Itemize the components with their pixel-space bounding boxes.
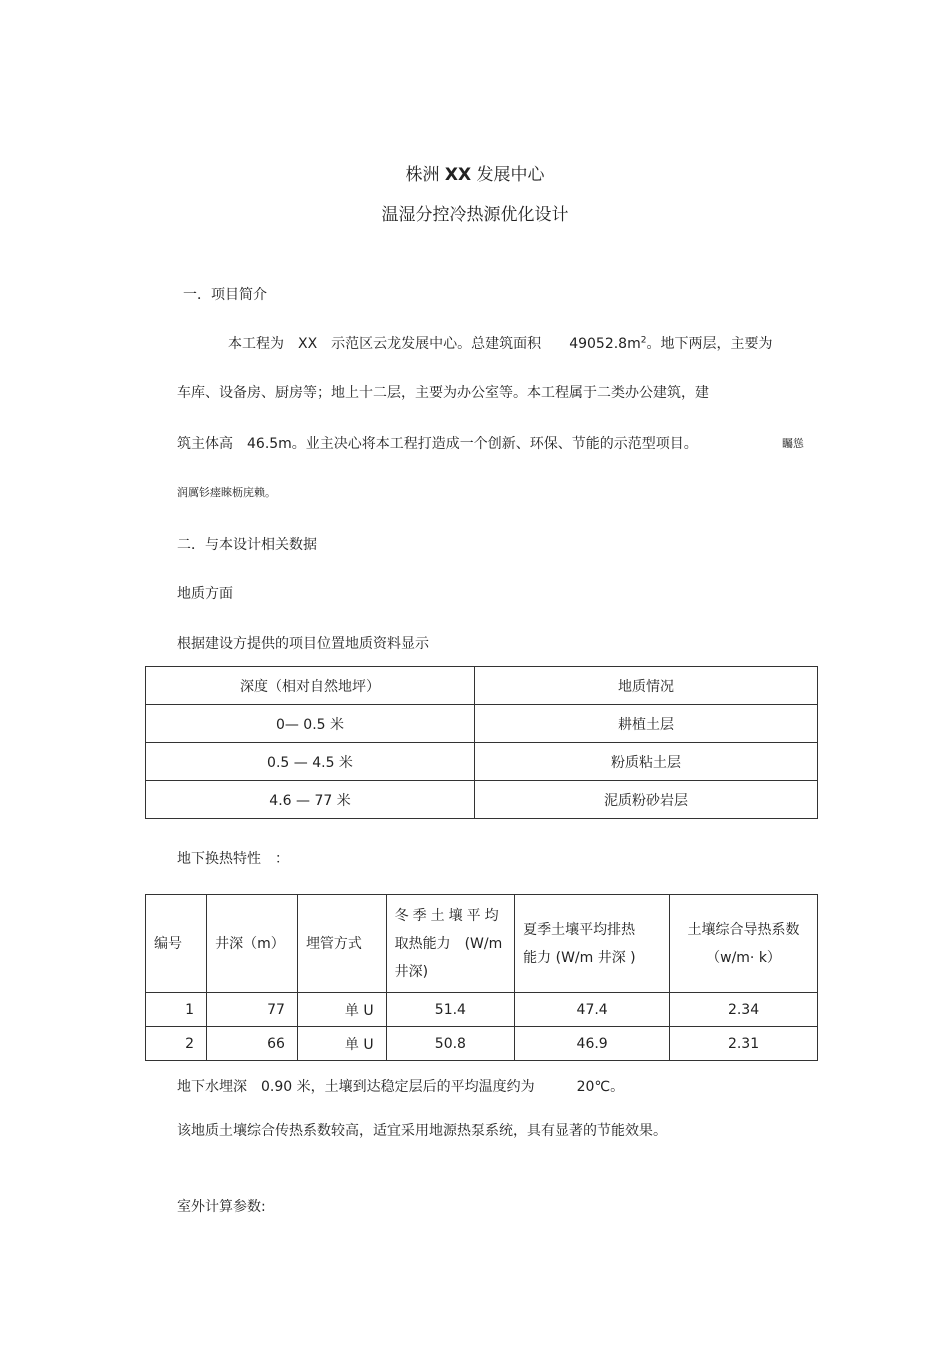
garbled-text-right: 矚慫	[782, 437, 804, 450]
table-cell: 粉质粘土层	[475, 743, 818, 781]
table-header-cell	[515, 895, 670, 993]
title-suffix: 发展中心	[476, 165, 545, 185]
table-cell: 泥质粉砂岩层	[475, 781, 818, 819]
table-cell: 66	[207, 1027, 298, 1061]
table-row	[146, 1027, 818, 1061]
garbled-text-line: 润厲钐瘗睞枥庑赖。	[177, 486, 276, 499]
table-cell: 单 U	[297, 993, 386, 1027]
para-line1-b: 。地下两层，主要为	[646, 336, 773, 352]
table-header-cell: 井深（m）	[207, 895, 298, 993]
table-header-cell: 深度（相对自然地坪）	[146, 667, 475, 705]
table-cell: 耕植土层	[475, 705, 818, 743]
table-cell: 0— 0.5 米	[146, 705, 475, 743]
table-cell: 4.6 — 77 米	[146, 781, 475, 819]
section1-para-line2: 车库、设备房、厨房等；地上十二层，主要为办公室等。本工程属于二类办公建筑，建	[177, 385, 709, 401]
title-prefix: 株洲	[405, 165, 440, 185]
heat-characteristics-label: 地下换热特性 ：	[177, 851, 289, 867]
table-header-row	[146, 667, 818, 705]
table-header-cell: 地质情况	[475, 667, 818, 705]
table-row	[146, 705, 818, 743]
groundwater-text: 地下水埋深 0.90 米，土壤到达稳定层后的平均温度约为 20℃。	[177, 1079, 625, 1095]
outdoor-params-heading: 室外计算参数:	[177, 1199, 266, 1215]
table-header-cell	[670, 895, 818, 993]
document-title	[0, 160, 950, 185]
geology-subheading: 地质方面	[177, 586, 233, 602]
header-line: 冬季土壤平均	[394, 907, 503, 924]
header-line: （w/m· k）	[706, 949, 781, 966]
table-cell: 77	[207, 993, 298, 1027]
header-line: 取热能力 (W/m	[394, 935, 503, 952]
table-cell: 2	[146, 1027, 207, 1061]
title-bold: XX	[444, 165, 472, 185]
document-subtitle: 温湿分控冷热源优化设计	[381, 205, 569, 225]
table-cell: 46.9	[515, 1027, 670, 1061]
geology-table	[145, 666, 818, 819]
table-cell: 50.8	[386, 1027, 515, 1061]
para-line1-a: 本工程为 XX 示范区云龙发展中心。总建筑面积	[228, 336, 570, 352]
header-line: 能力 (W/m 井深 )	[523, 949, 636, 966]
table-header-row	[146, 895, 818, 993]
section1-para-line3: 筑主体高 46.5m。业主决心将本工程打造成一个创新、环保、节能的示范型项目。	[177, 436, 698, 452]
section1-para-line1	[228, 333, 772, 353]
table-cell: 0.5 — 4.5 米	[146, 743, 475, 781]
table-cell: 2.31	[670, 1027, 818, 1061]
para-line1-sup: 2	[640, 335, 647, 346]
section1-heading: 一．项目简介	[183, 287, 267, 303]
header-line: 土壤综合导热系数	[687, 921, 800, 938]
table-header-cell: 埋管方式	[297, 895, 386, 993]
geology-intro: 根据建设方提供的项目位置地质资料显示	[177, 636, 429, 652]
table-header-cell	[386, 895, 515, 993]
table-row	[146, 993, 818, 1027]
section2-heading: 二．与本设计相关数据	[177, 537, 317, 553]
heat-exchange-table	[145, 894, 818, 1061]
table-row	[146, 781, 818, 819]
table-cell: 单 U	[297, 1027, 386, 1061]
table-header-cell: 编号	[146, 895, 207, 993]
header-line: 井深)	[394, 963, 429, 980]
header-line: 夏季土壤平均排热	[523, 921, 636, 938]
table-cell: 47.4	[515, 993, 670, 1027]
table-cell: 1	[146, 993, 207, 1027]
table-cell: 51.4	[386, 993, 515, 1027]
table-cell: 2.34	[670, 993, 818, 1027]
para-line1-area: 49052.8m	[569, 336, 641, 352]
conclusion-text: 该地质土壤综合传热系数较高，适宜采用地源热泵系统，具有显著的节能效果。	[177, 1123, 667, 1139]
table-row	[146, 743, 818, 781]
